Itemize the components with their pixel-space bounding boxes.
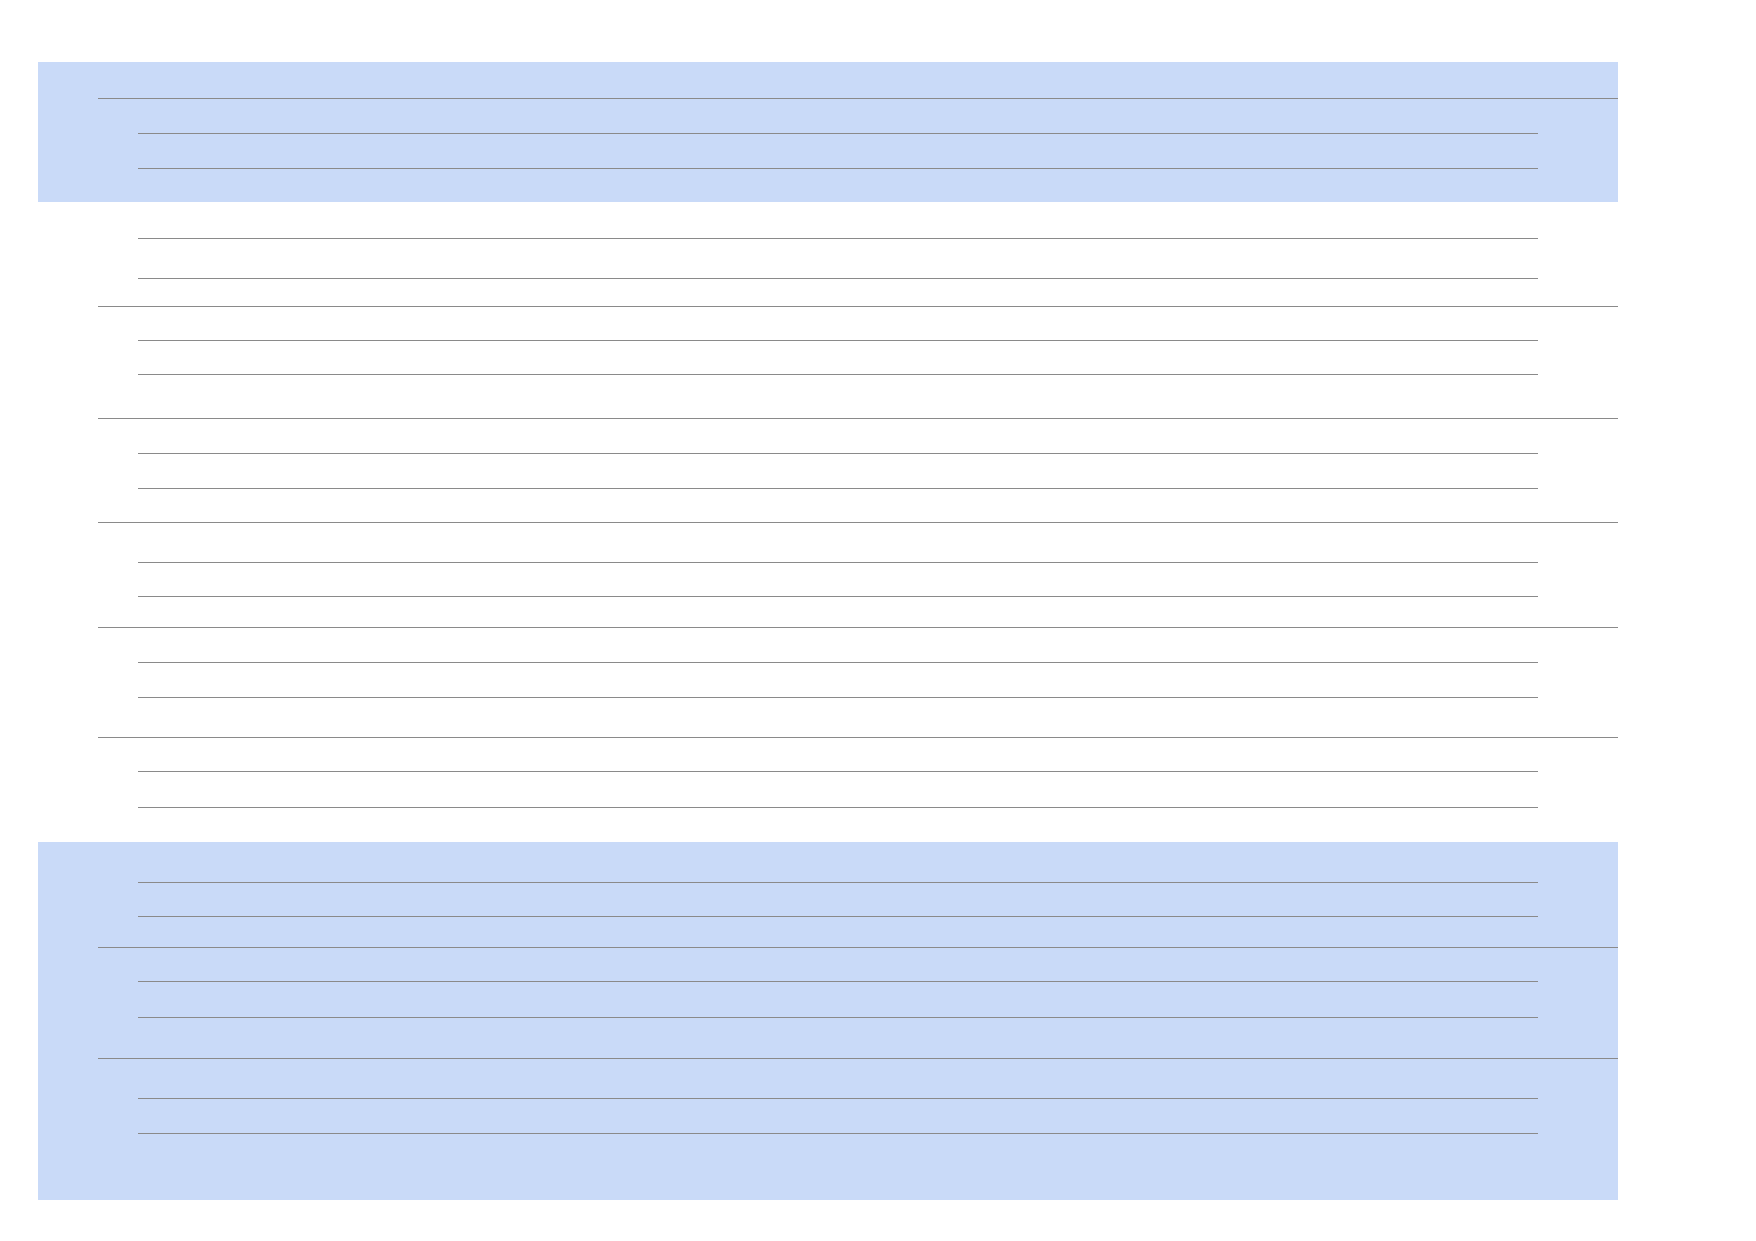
- lesson-cell: [1340, 420, 1536, 452]
- lesson-cell: [940, 949, 1136, 980]
- lesson-cell: [940, 204, 1136, 237]
- lesson-cell: [140, 1060, 336, 1097]
- lesson-cell: [540, 949, 736, 980]
- lesson-cell: [340, 629, 536, 661]
- lesson-cell: [140, 524, 336, 561]
- lesson-cell: [1340, 884, 1536, 915]
- lesson-cell: [340, 844, 536, 881]
- grid-line-h: [138, 596, 1538, 597]
- grid-line-h: [138, 374, 1538, 375]
- lesson-cell: [740, 884, 936, 915]
- grid-line-h: [138, 238, 1538, 239]
- lesson-cell: [540, 240, 736, 277]
- lesson-cell: [540, 1060, 736, 1097]
- grid-line-h: [138, 771, 1538, 772]
- lesson-cell: [1340, 1060, 1536, 1097]
- grid-line-h: [98, 627, 1618, 628]
- grid-line-h: [138, 133, 1538, 134]
- lesson-cell: [740, 240, 936, 277]
- day-band-background: [38, 62, 1618, 202]
- grid-line-h: [98, 1058, 1618, 1059]
- grid-line-h: [138, 981, 1538, 982]
- grid-line-h: [138, 1017, 1538, 1018]
- lesson-cell: [540, 1100, 736, 1132]
- grid-line-h: [98, 737, 1618, 738]
- lesson-cell: [1140, 844, 1336, 881]
- lesson-cell: [1340, 204, 1536, 237]
- lesson-cell: [1140, 308, 1336, 339]
- lesson-cell: [140, 420, 336, 452]
- grid-line-h: [138, 882, 1538, 883]
- grid-line-h: [98, 522, 1618, 523]
- grid-line-h: [138, 1098, 1538, 1099]
- lesson-cell: [340, 420, 536, 452]
- grid-line-h: [98, 947, 1618, 948]
- grid-line-h: [138, 488, 1538, 489]
- grid-line-h: [138, 662, 1538, 663]
- lesson-cell: [540, 844, 736, 881]
- lesson-cell: [1340, 455, 1536, 487]
- grid-line-h: [138, 1133, 1538, 1134]
- grid-line-h: [138, 278, 1538, 279]
- lesson-cell: [740, 204, 936, 237]
- grid-line-h: [98, 418, 1618, 419]
- lesson-cell: [740, 844, 936, 881]
- lesson-cell: [1340, 1100, 1536, 1132]
- lesson-cell: [1340, 844, 1536, 881]
- lesson-cell: [940, 420, 1136, 452]
- grid-line-h: [138, 562, 1538, 563]
- grid-line-h: [98, 98, 1618, 99]
- lesson-cell: [1140, 420, 1336, 452]
- grid-line-h: [138, 168, 1538, 169]
- lesson-cell: [1140, 1060, 1336, 1097]
- grid-line-h: [138, 807, 1538, 808]
- lesson-cell: [740, 1060, 936, 1097]
- grid-line-h: [98, 306, 1618, 307]
- lesson-cell: [340, 308, 536, 339]
- lesson-cell: [140, 204, 336, 237]
- lesson-cell: [940, 844, 1136, 881]
- lesson-cell: [940, 1060, 1136, 1097]
- lesson-cell: [740, 1100, 936, 1132]
- lesson-cell: [140, 308, 336, 339]
- lesson-cell: [940, 308, 1136, 339]
- lesson-cell: [740, 455, 936, 487]
- lesson-cell: [540, 204, 736, 237]
- lesson-cell: [1140, 204, 1336, 237]
- lesson-cell: [1340, 240, 1536, 277]
- lesson-cell: [340, 1060, 536, 1097]
- grid-line-h: [138, 916, 1538, 917]
- grid-line-h: [138, 340, 1538, 341]
- lesson-cell: [540, 420, 736, 452]
- grid-line-h: [138, 453, 1538, 454]
- lesson-cell: [340, 949, 536, 980]
- lesson-cell: [540, 884, 736, 915]
- lesson-cell: [540, 455, 736, 487]
- lesson-cell: [740, 420, 936, 452]
- lesson-cell: [140, 949, 336, 980]
- grid-line-h: [138, 697, 1538, 698]
- lesson-cell: [140, 844, 336, 881]
